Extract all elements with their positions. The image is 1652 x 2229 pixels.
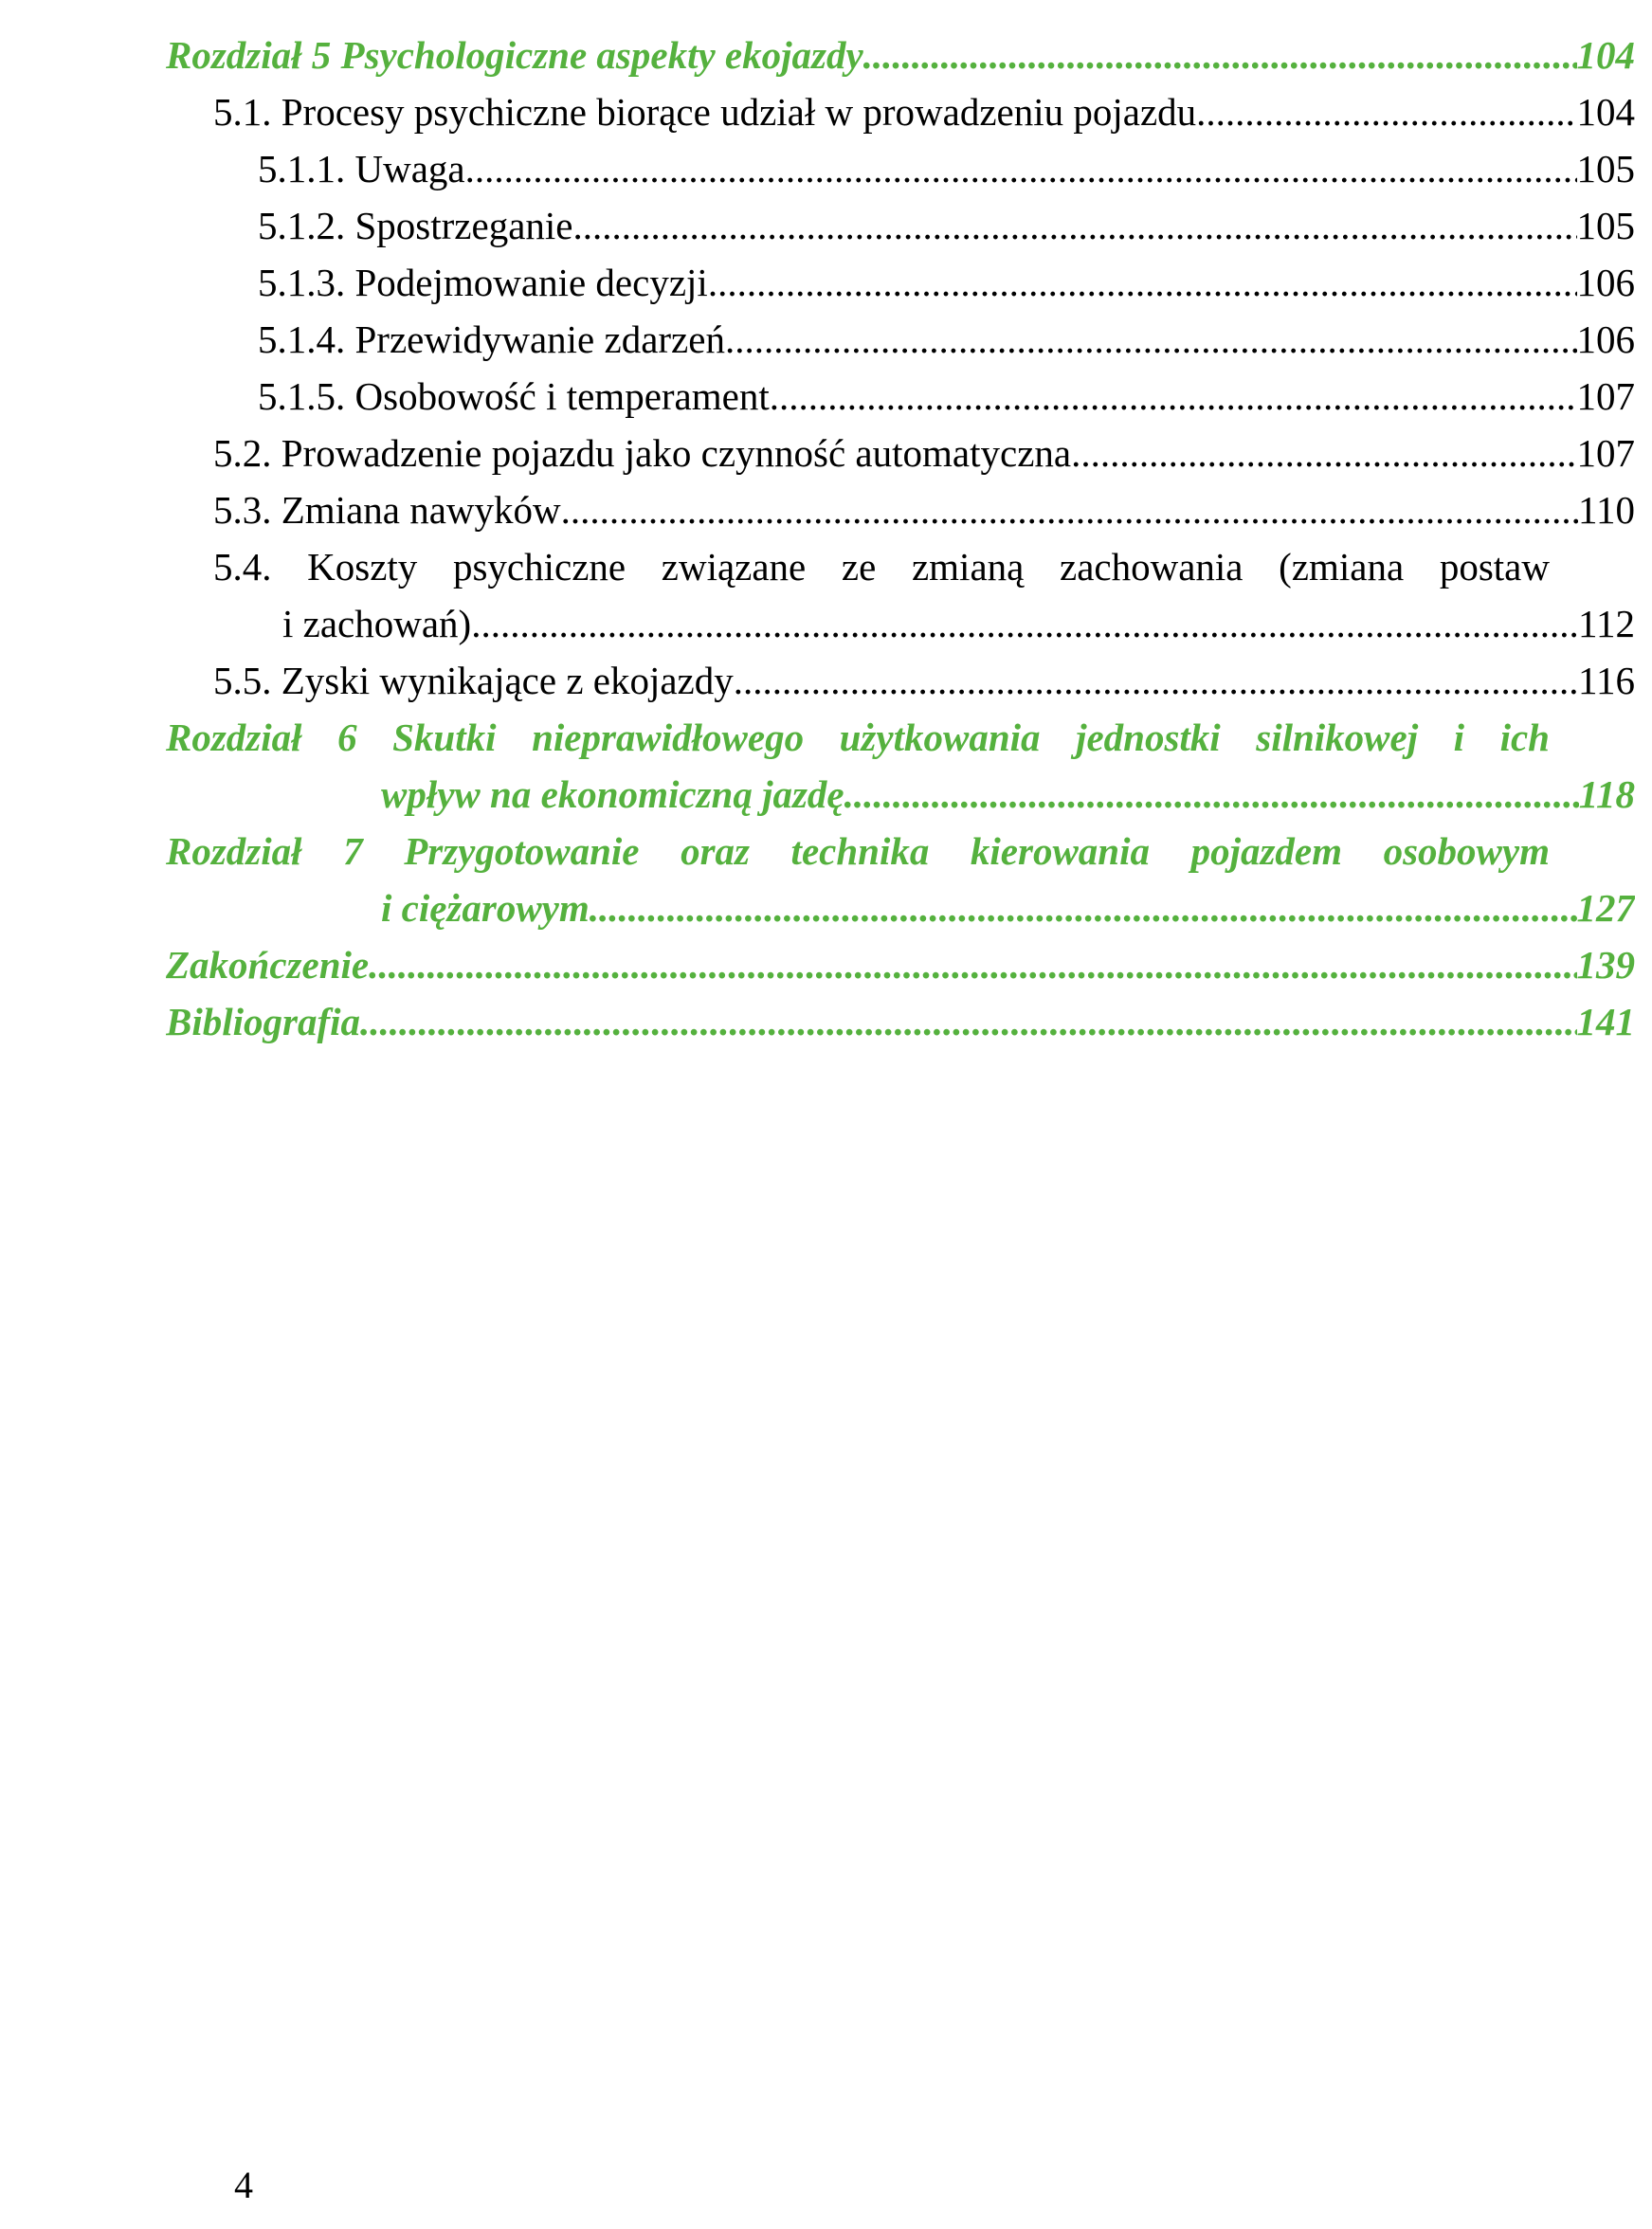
toc-entry-title: i zachowań) bbox=[282, 602, 472, 645]
dot-leader bbox=[1071, 426, 1576, 480]
toc-entry-title: 5.3. Zmiana nawyków bbox=[213, 488, 561, 532]
toc-entry-title: 5.1.3. Podejmowanie decyzji bbox=[258, 261, 708, 304]
toc-entry-page: 107 bbox=[1576, 431, 1635, 475]
dot-leader bbox=[572, 199, 1576, 252]
toc-entry-page: 107 bbox=[1576, 374, 1635, 418]
dot-leader bbox=[360, 995, 1576, 1048]
toc-entry-title: 5.1.1. Uwaga bbox=[258, 147, 465, 190]
toc-entry-title: Rozdział 5 Psychologiczne aspekty ekojazdy bbox=[166, 33, 863, 77]
dot-leader bbox=[725, 313, 1577, 366]
dot-leader bbox=[471, 597, 1578, 650]
toc-section-5-4[interactable] bbox=[282, 597, 1635, 650]
toc-chapter-7-line1[interactable]: Rozdział 7 Przygotowanie oraz technika kierowania pojazdem osobowym bbox=[166, 829, 1550, 873]
toc-entry-page: 106 bbox=[1576, 317, 1635, 361]
toc-entry-page: 104 bbox=[1576, 90, 1635, 134]
toc-subsection-5-1-5[interactable] bbox=[258, 370, 1635, 423]
toc-conclusion[interactable] bbox=[166, 938, 1635, 991]
dot-leader bbox=[590, 881, 1577, 934]
toc-entry-title: 5.2. Prowadzenie pojazdu jako czynność automatyczna bbox=[213, 431, 1072, 475]
toc-chapter-6[interactable] bbox=[381, 768, 1635, 821]
toc-entry-page: 112 bbox=[1578, 602, 1635, 645]
toc-section-5-5[interactable] bbox=[213, 654, 1635, 707]
dot-leader bbox=[770, 370, 1577, 423]
toc-chapter-5[interactable] bbox=[166, 28, 1635, 82]
toc-section-5-2[interactable] bbox=[213, 426, 1635, 480]
toc-subsection-5-1-2[interactable] bbox=[258, 199, 1635, 252]
toc-section-5-3[interactable] bbox=[213, 483, 1635, 536]
dot-leader bbox=[1196, 85, 1576, 138]
toc-entry-title: 5.1.5. Osobowość i temperament bbox=[258, 374, 770, 418]
toc-entry-title: 5.1. Procesy psychiczne biorące udział w prowadzeniu pojazdu bbox=[213, 90, 1197, 134]
toc-entry-title: wpływ na ekonomiczną jazdę bbox=[381, 772, 844, 816]
toc-entry-page: 139 bbox=[1576, 943, 1635, 987]
dot-leader bbox=[863, 28, 1577, 82]
table-of-contents bbox=[0, 0, 1652, 1061]
dot-leader bbox=[465, 142, 1577, 195]
toc-entry-page: 118 bbox=[1578, 772, 1635, 816]
page-number: 4 bbox=[234, 2164, 253, 2206]
toc-entry-title: 5.5. Zyski wynikające z ekojazdy bbox=[213, 659, 734, 702]
dot-leader bbox=[369, 938, 1576, 991]
toc-section-5-4-line1[interactable]: 5.4. Koszty psychiczne związane ze zmianą zachowania (zmiana postaw bbox=[213, 545, 1550, 589]
toc-entry-title: Bibliografia bbox=[166, 1000, 361, 1043]
toc-bibliography[interactable] bbox=[166, 995, 1635, 1048]
toc-section-5-1[interactable] bbox=[213, 85, 1635, 138]
dot-leader bbox=[844, 768, 1579, 821]
toc-subsection-5-1-3[interactable] bbox=[258, 256, 1635, 309]
toc-subsection-5-1-1[interactable] bbox=[258, 142, 1635, 195]
toc-entry-page: 110 bbox=[1578, 488, 1635, 532]
dot-leader bbox=[734, 654, 1578, 707]
toc-subsection-5-1-4[interactable] bbox=[258, 313, 1635, 366]
toc-chapter-7[interactable] bbox=[381, 881, 1635, 934]
toc-entry-title: i ciężarowym bbox=[381, 886, 590, 930]
toc-entry-page: 116 bbox=[1578, 659, 1635, 702]
toc-entry-page: 106 bbox=[1576, 261, 1635, 304]
toc-entry-page: 104 bbox=[1576, 33, 1635, 77]
toc-chapter-6-line1[interactable]: Rozdział 6 Skutki nieprawidłowego użytkowania jednostki silnikowej i ich bbox=[166, 716, 1550, 759]
toc-entry-page: 127 bbox=[1576, 886, 1635, 930]
toc-entry-title: 5.1.2. Spostrzeganie bbox=[258, 204, 573, 247]
toc-entry-title: 5.1.4. Przewidywanie zdarzeń bbox=[258, 317, 725, 361]
toc-entry-title: Zakończenie bbox=[166, 943, 370, 987]
toc-entry-page: 105 bbox=[1576, 204, 1635, 247]
toc-entry-page: 105 bbox=[1576, 147, 1635, 190]
dot-leader bbox=[708, 256, 1577, 309]
toc-entry-page: 141 bbox=[1576, 1000, 1635, 1043]
dot-leader bbox=[561, 483, 1578, 536]
